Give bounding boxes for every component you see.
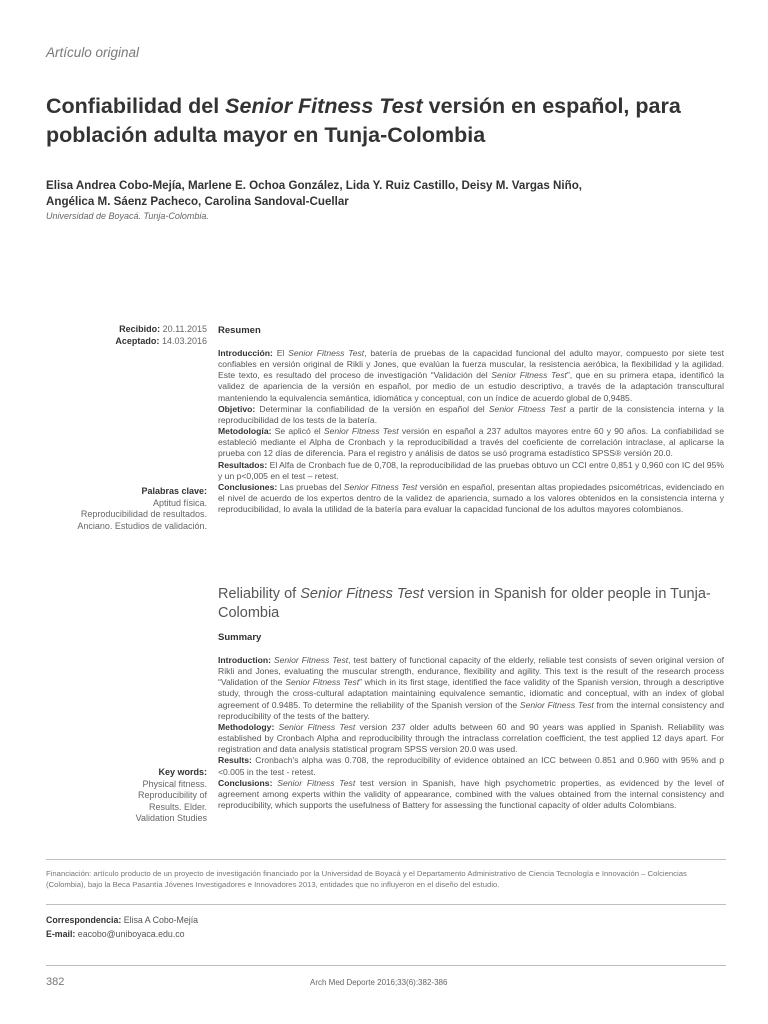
author-list — [46, 178, 726, 209]
keyword-es-3: Anciano. Estudios de validación. — [77, 520, 207, 531]
accepted-date: 14.03.2016 — [161, 335, 207, 346]
keywords-es-label: Palabras clave: — [141, 486, 207, 496]
resumen-resultados: Resultados: El Alfa de Cronbach fue de 0,708, la reproducibilidad de las pruebas obtuvo un CCI entre 0,851 y 0,960 con IC del 95% y un p<0,005 en el test – retest. — [218, 459, 724, 481]
received-label: Recibido: — [119, 324, 161, 334]
correspondence-label: Correspondencia: — [46, 915, 122, 925]
section-label: Artículo original — [46, 45, 140, 60]
article-title-en: Reliability of Senior Fitness Test version in Spanish for older people in Tunja-Colombia — [218, 586, 711, 621]
summary-conclusions: Conclusions: Senior Fitness Test test version in Spanish, have high psychometric properties, as evidenced by the level of agreement among experts within the validity of appearance, combined with the values obtained from the internal consistency and reproducibility, which supports the usefulness of Battery for assessing the functional capacity of older adults Colombians. — [218, 777, 724, 811]
email-label: E-mail: — [46, 929, 76, 939]
summary-introduction: Introduction: Senior Fitness Test, test battery of functional capacity of the elderly, reliable test consists of seven original version of Rikli and Jones, evaluating the muscular strength, endurance, flexibility and agility. This text is the result of the research process “Validation of the Senior Fitness Test” which in its first stage, identified the face validity of the Spanish version, through a descriptive study, through the cross-cultural adaptation maintaining equivalence semantic, idiomatic and conceptual, with an index of global agreement of 0.9485. To determine the reliability of the Spanish version of the Senior Fitness Test from the internal consistency and reproducibility of the tests of the battery. — [218, 655, 724, 721]
summary-heading: Summary — [218, 632, 262, 643]
title-es-italic: Senior Fitness Test — [225, 94, 423, 118]
resumen-heading: Resumen — [218, 325, 261, 336]
keyword-en-1: Physical fitness. — [142, 778, 207, 789]
authors-line-2: Angélica M. Sáenz Pacheco, Carolina Sandoval-Cuellar — [46, 194, 349, 208]
resumen-objetivo: Objetivo: Determinar la confiabilidad de la versión en español del Senior Fitness Test a partir de la consistencia interna y la reproducibilidad de los tests de la batería. — [218, 403, 724, 425]
keyword-es-1: Aptitud física. — [152, 497, 207, 508]
keywords-en — [46, 767, 207, 825]
affiliation: Universidad de Boyacá. Tunja-Colombia. — [46, 211, 209, 221]
summary-results: Results: Cronbach's alpha was 0.708, the reproducibility of evidence obtained an ICC between 0.851 and 0.960 with 95% and p <0.005 in the test - retest. — [218, 755, 724, 777]
keyword-en-4: Validation Studies — [135, 813, 207, 824]
funding-note: Financiación: artículo producto de un proyecto de investigación financiado por la Universidad de Boyacá y el Departamento Administrativo de Ciencia Tecnología e Innovación – Colciencias (Colombia), bajo la Beca Pasantía Jóvenes Investigadores e Innovadores 2013, entidades que no influyeron en el diseño del estudio. — [46, 869, 687, 889]
keywords-en-label: Key words: — [158, 767, 207, 777]
article-dates — [46, 324, 207, 347]
keyword-en-3: Results. Elder. — [148, 801, 207, 812]
correspondence-name: Elisa A Cobo-Mejía — [123, 915, 199, 925]
resumen-conclusiones: Conclusiones: Las pruebas del Senior Fitness Test versión en español, presentan altas propiedades psicométricas, evidenciado en el nivel de acuerdo de los expertos dentro de la validez de apariencia, sumado a los valores obtenidos en la consistencia interna y reproducibilidad, lo avala la utilidad de la batería para evaluar la capacidad funcional de los adultos mayores colombianos. — [218, 481, 724, 515]
correspondence-divider — [46, 904, 726, 905]
summary-body — [218, 655, 724, 811]
keyword-en-2: Reproducibility of — [137, 790, 207, 801]
received-date: 20.11.2015 — [162, 324, 207, 334]
correspondence-block — [46, 913, 198, 941]
accepted-label: Aceptado: — [115, 335, 160, 346]
resumen-body — [218, 348, 724, 515]
keywords-es — [46, 486, 207, 532]
funding-divider — [46, 859, 726, 860]
keyword-es-2: Reproducibilidad de resultados. — [80, 509, 207, 520]
authors-line-1: Elisa Andrea Cobo-Mejía, Marlene E. Ochoa González, Lida Y. Ruiz Castillo, Deisy M. Vargas Niño, — [46, 179, 583, 192]
title-es-part2: versión en español, para población adulta mayor en Tunja-Colombia — [46, 94, 681, 147]
resumen-introduccion: Introducción: El Senior Fitness Test, batería de pruebas de la capacidad funcional del adulto mayor, compuesto por siete test confiables en versión original de Rikli y Jones, que evalúan la fuerza muscular, la resistencia aeróbica, la flexibilidad y la agilidad. Este texto, es resultado del proceso de investigación “Validación del Senior Fitness Test”, que en su primera etapa, identificó la validez de apariencia de la versión en español, por medio de un estudio descriptivo, a través de la adaptación transcultural manteniendo la equivalencia semántica, idiomática y conceptual, con un índice de acuerdo global de 0,9485. — [218, 348, 724, 403]
summary-methodology: Methodology: Senior Fitness Test version 237 older adults between 60 and 90 years was applied in Spanish. Reliability was established by Cronbach Alpha and reproducibility through the intraclass correlation coefficient, the test applied 12 days apart. For registration and data analysis statistical program SPSS version 20.0 was used. — [218, 721, 724, 755]
page-number: 382 — [46, 976, 65, 988]
footer-divider — [46, 965, 726, 966]
article-title-es — [46, 92, 736, 150]
title-es-part1: Confiabilidad del — [46, 94, 226, 118]
journal-citation: Arch Med Deporte 2016;33(6):382-386 — [310, 978, 448, 987]
resumen-metodologia: Metodología: Se aplicó el Senior Fitness Test versión en español a 237 adultos mayores entre 60 y 90 años. La confiabilidad se estableció mediante el Alpha de Cronbach y la reproducibilidad a través del coeficiente de correlación intraclase, al aplicarse la prueba con 12 días de diferencia. Para el registro y análisis de datos se usó programa estadístico SPSS® versión 20.0. — [218, 426, 724, 459]
email-link[interactable]: eacobo@uniboyaca.edu.co — [77, 929, 185, 939]
